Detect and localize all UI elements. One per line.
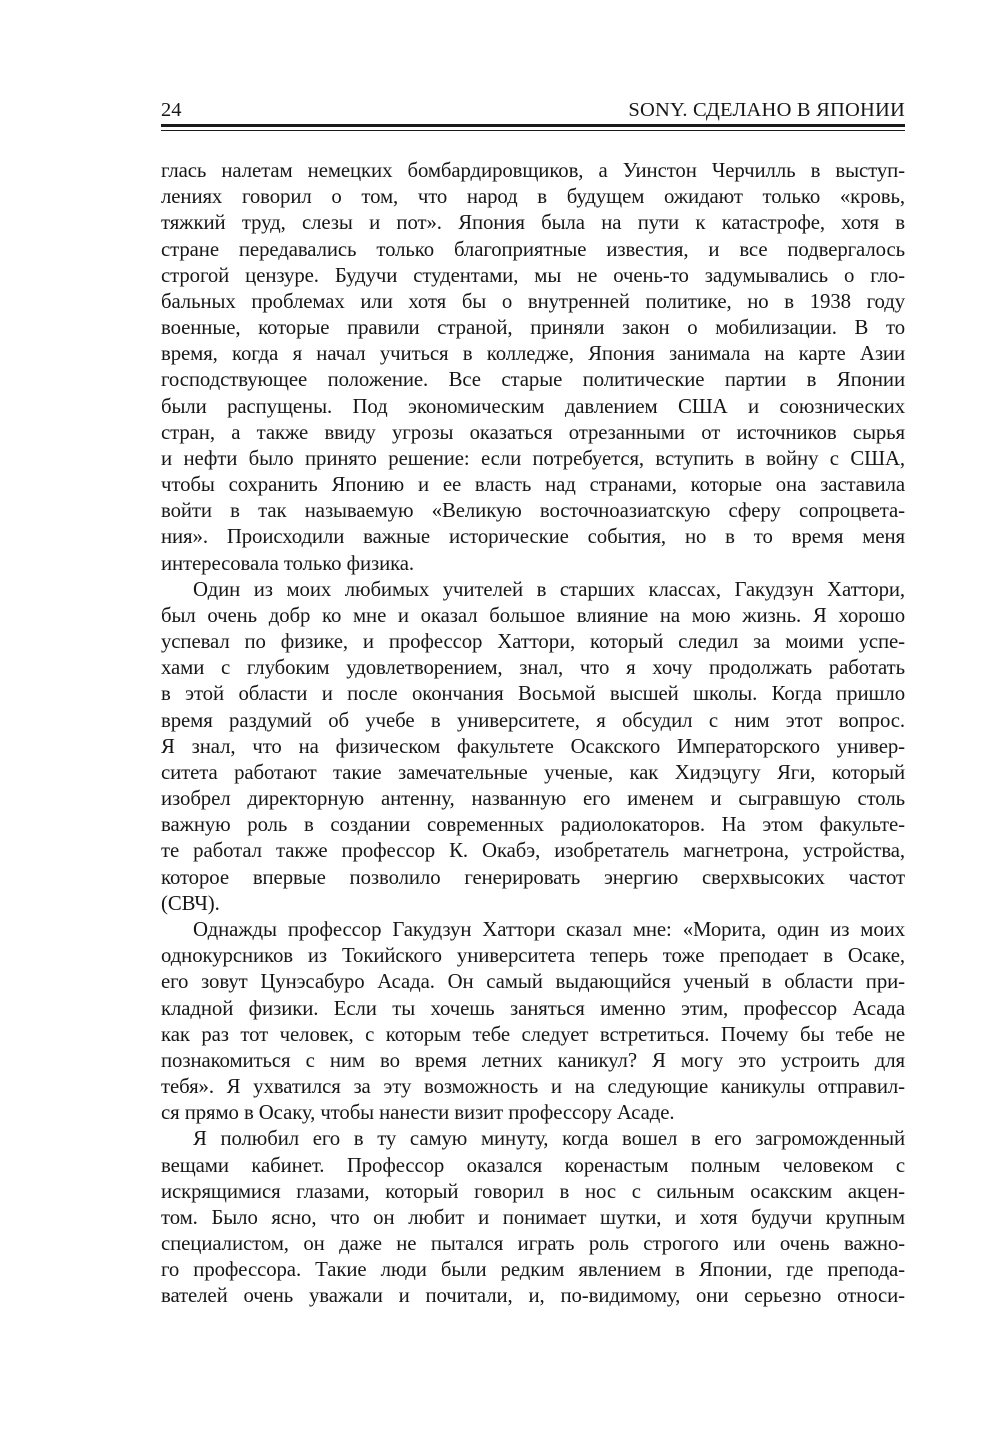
text-line: которое впервые позволило генерировать энергию сверхвысоких частот — [161, 865, 905, 889]
text-line: время раздумий об учебе в университете, я обсудил с ним этот вопрос. — [161, 708, 905, 732]
text-line: познакомиться с ним во время летних каникул? Я могу это устроить для — [161, 1048, 905, 1072]
text-line: ся прямо в Осаку, чтобы нанести визит профессору Асаде. — [161, 1101, 675, 1125]
text-line: те работал также профессор К. Окабэ, изобретатель магнетрона, устройства, — [161, 839, 905, 863]
text-line: вателей очень уважали и почитали, и, по-видимому, они серьезно относи- — [161, 1284, 905, 1308]
text-line: Я полюбил его в ту самую минуту, когда вошел в его загроможденный — [193, 1127, 905, 1151]
text-line: важную роль в создании современных радиолокаторов. На этом факульте- — [161, 813, 905, 837]
text-line: успевал по физике, и профессор Хаттори, который следил за моими успе- — [161, 630, 905, 654]
text-line: специалистом, он даже не пытался играть роль строгого или очень важно- — [161, 1232, 905, 1256]
text-line: в этой области и после окончания Восьмой высшей школы. Когда пришло — [161, 682, 905, 706]
text-line: стране передавались только благоприятные известия, и все подвергалось — [161, 237, 905, 261]
text-line: кладной физики. Если ты хочешь заняться именно этим, профессор Асада — [161, 996, 905, 1020]
text-line: изобрел директорную антенну, названную его именем и сыгравшую столь — [161, 787, 905, 811]
text-line: господствующее положение. Все старые политические партии в Японии — [161, 368, 905, 392]
text-line: ния». Происходили важные исторические события, но в то время меня — [161, 525, 905, 549]
text-line: войти в так называемую «Великую восточноазиатскую сферу сопроцвета- — [161, 499, 905, 523]
text-line: Один из моих любимых учителей в старших классах, Гакудзун Хаттори, — [193, 577, 905, 601]
text-line: го профессора. Такие люди были редким явлением в Японии, где препода- — [161, 1258, 905, 1282]
text-line: хами с глубоким удовлетворением, знал, что я хочу продолжать работать — [161, 656, 905, 680]
text-line: были распущены. Под экономическим давлением США и союзнических — [161, 394, 905, 418]
text-line: тебя». Я ухватился за эту возможность и на следующие каникулы отправил- — [161, 1075, 905, 1099]
text-line: вещами кабинет. Профессор оказался коренастым полным человеком с — [161, 1153, 905, 1177]
text-line: ситета работают такие замечательные ученые, как Хидэцугу Яги, который — [161, 760, 905, 784]
text-line: стран, а также ввиду угрозы оказаться отрезанными от источников сырья — [161, 420, 905, 444]
running-title: SONY. СДЕЛАНО В ЯПОНИИ — [628, 99, 905, 121]
text-line: время, когда я начал учиться в колледже, Япония занимала на карте Азии — [161, 342, 905, 366]
text-line: том. Было ясно, что он любит и понимает шутки, и хотя будучи крупным — [161, 1205, 905, 1229]
text-line: Однажды профессор Гакудзун Хаттори сказал мне: «Морита, один из моих — [193, 917, 905, 941]
page-body-text — [161, 158, 905, 1310]
text-line: строгой цензуре. Будучи студентами, мы не очень-то задумывались о гло- — [161, 263, 905, 287]
header-rule-thick — [161, 124, 905, 127]
text-line: и нефти было принято решение: если потребуется, вступить в войну с США, — [161, 446, 905, 470]
text-line: бальных проблемах или хотя бы о внутренней политике, но в 1938 году — [161, 289, 905, 313]
text-line: (СВЧ). — [161, 891, 220, 915]
text-line: чтобы сохранить Японию и ее власть над странами, которые она заставила — [161, 473, 905, 497]
text-line: его зовут Цунэсабуро Асада. Он самый выдающийся ученый в области при- — [161, 970, 905, 994]
page-header — [161, 98, 905, 122]
text-line: был очень добр ко мне и оказал большое влияние на мою жизнь. Я хорошо — [161, 603, 905, 627]
header-rule-thin — [161, 130, 905, 131]
text-line: искрящимися глазами, который говорил в нос с сильным осакским акцен- — [161, 1179, 905, 1203]
text-line: как раз тот человек, с которым тебе следует встретиться. Почему бы тебе не — [161, 1022, 905, 1046]
text-line: однокурсников из Токийского университета теперь тоже преподает в Осаке, — [161, 944, 905, 968]
text-line: тяжкий труд, слезы и пот». Япония была на пути к катастрофе, хотя в — [161, 211, 905, 235]
text-line: военные, которые правили страной, приняли закон о мобилизации. В то — [161, 316, 905, 340]
page-number: 24 — [161, 99, 182, 121]
text-line: интересовала только физика. — [161, 551, 415, 575]
text-line: глась налетам немецких бомбардировщиков, а Уинстон Черчилль в выступ- — [161, 159, 905, 182]
text-line: лениях говорил о том, что народ в будущем ожидают только «кровь, — [161, 185, 905, 209]
text-line: Я знал, что на физическом факультете Осакского Императорского универ- — [161, 734, 905, 758]
